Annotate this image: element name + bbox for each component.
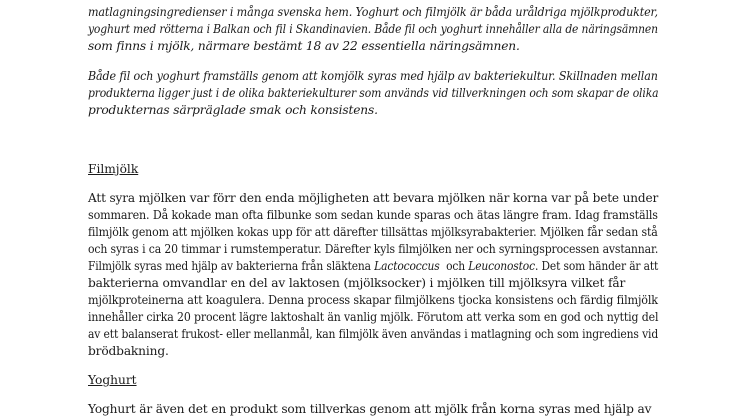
bacteria-genus-lactococcus: Lactococcus (374, 259, 440, 273)
intro-p2-line-3: produkternas särpräglade smak och konsistens. (88, 103, 378, 117)
intro-p2-line-2: produkterna ligger just i de olika bakteriekulturer som används vid tillverkningen och som skapar de olika (88, 86, 659, 100)
intro-p1-line-1: matlagningsingredienser i många svenska hem. Yoghurt och filmjölk är båda uråldriga mjölkprodukter, (88, 5, 658, 19)
intro-p2-line-1: Både fil och yoghurt framställs genom att komjölk syras med hjälp av bakteriekultur. Skillnaden mellan (88, 69, 658, 83)
filmjolk-line-3: filmjölk genom att mjölken kokas upp för att därefter tillsättas mjölksyrabakterier. Mjölken får sedan stå (88, 225, 658, 239)
line5-before: Filmjölk syras med hjälp av bakterierna från släktena (88, 259, 375, 273)
intro-p1-line-3: som finns i mjölk, närmare bestämt 18 av 22 essentiella näringsämnen. (88, 39, 520, 53)
filmjolk-line-1: Att syra mjölken var förr den enda möjligheten att bevara mjölken när korna var på bete under (88, 191, 659, 205)
filmjolk-line-10: brödbakning. (88, 344, 169, 358)
filmjolk-line-5 (88, 258, 658, 274)
filmjolk-line-8: innehåller cirka 20 procent lägre laktoshalt än vanlig mjölk. Förutom att verka som en god och nyttig del (88, 310, 659, 324)
filmjolk-line-2: sommaren. Då kokade man ofta filbunke som sedan kunde sparas och ätas längre fram. Idag framställs (88, 208, 658, 222)
filmjolk-line-9: av ett balanserat frukost- eller mellanmål, kan filmjölk även användas i matlagning och som ingrediens vid (88, 327, 659, 341)
yoghurt-heading: Yoghurt (88, 373, 137, 387)
filmjolk-line-7: mjölkproteinerna att koagulera. Denna process skapar filmjölkens tjocka konsistens och färdig filmjölk (88, 293, 658, 307)
bacteria-genus-leuconostoc: Leuconostoc (468, 259, 535, 273)
filmjolk-heading: Filmjölk (88, 162, 139, 176)
yoghurt-line-1: Yoghurt är även det en produkt som tillverkas genom att mjölk från korna syras med hjälp av (88, 402, 652, 416)
filmjolk-line-6: bakterierna omvandlar en del av laktosen (mjölksocker) i mjölken till mjölksyra vilket får (88, 276, 626, 290)
filmjolk-line-4: och syras i ca 20 timmar i rumstemperatur. Därefter kyls filmjölken ner och syrningsprocessen avstannar. (88, 242, 659, 256)
line5-middle: och (439, 259, 469, 273)
intro-p1-line-2: yoghurt med rötterna i Balkan och fil i Skandinavien. Både fil och yoghurt innehåller alla de näringsämnen (88, 22, 658, 36)
line5-after: . Det som händer är att (534, 259, 659, 273)
